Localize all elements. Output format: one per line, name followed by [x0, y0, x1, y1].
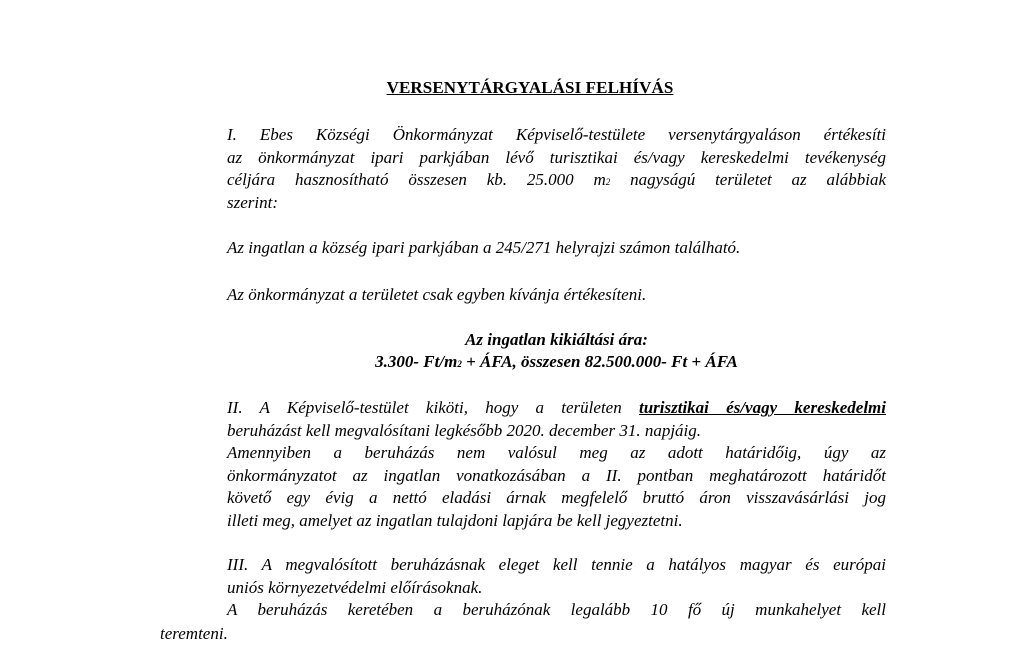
section-1-line-2: az önkormányzat ipari parkjában lévő turisztikai és/vagy kereskedelmi tevékenység	[227, 147, 886, 167]
section-3-line-1: III. A megvalósított beruházásnak eleget kell tennie a hatályos magyar és európai	[227, 555, 886, 574]
section-1-intro	[227, 124, 886, 214]
section-2-line-1-emphasis: turisztikai és/vagy kereskedelmi	[638, 398, 886, 417]
section-1-line-1: I. Ebes Községi Önkormányzat Képviselő-testülete versenytárgyaláson értékesíti	[227, 125, 886, 144]
price-value-a: 3.300- Ft/m	[375, 352, 458, 371]
section-2	[227, 397, 886, 532]
section-1-parcel-paragraph	[227, 237, 886, 260]
price-value	[227, 351, 886, 373]
section-2-line-6: illeti meg, amelyet az ingatlan tulajdoni lapjára be kell jegyeztetni.	[227, 510, 683, 530]
price-heading: Az ingatlan kikiáltási ára:	[465, 330, 648, 349]
parcel-location-text: Az ingatlan a község ipari parkjában a 245/271 helyrajzi számon található.	[227, 238, 741, 257]
section-2-line-2: beruházást kell megvalósítani legkésőbb 2020. december 31. napjáig.	[227, 420, 702, 440]
section-2-line-1-a: II. A Képviselő-testület kiköti, hogy a területen	[227, 398, 639, 417]
price-value-b: + ÁFA, összesen 82.500.000- Ft + ÁFA	[461, 352, 738, 371]
price-square-meter-superscript: 2	[457, 359, 462, 369]
section-2-line-4: önkormányzatot az ingatlan vonatkozásában a II. pontban meghatározott határidőt	[227, 465, 886, 485]
section-1-sale-paragraph	[227, 284, 886, 307]
section-3	[227, 554, 886, 622]
section-1-line-3-b: nagyságú területet az alábbiak	[610, 170, 886, 189]
document-title: VERSENYTÁRGYALÁSI FELHÍVÁS	[386, 78, 674, 97]
section-3-line-3: A beruházás keretében a beruházónak legalább 10 fő új munkahelyet kell	[227, 600, 886, 619]
section-1-line-3	[227, 169, 886, 192]
section-3-line-2: uniós környezetvédelmi előírásoknak.	[227, 577, 483, 597]
section-3-line-4: teremteni.	[160, 624, 228, 643]
square-meter-superscript: 2	[605, 177, 611, 187]
section-2-line-1	[227, 397, 886, 420]
section-1-line-3-a: céljára hasznosítható összesen kb. 25.000 m	[227, 170, 606, 189]
section-1-line-4: szerint:	[227, 192, 278, 212]
sale-condition-text: Az önkormányzat a területet csak egyben kívánja értékesíteni.	[227, 285, 647, 304]
section-2-line-3: Amennyiben a beruházás nem valósul meg az adott határidőig, úgy az	[227, 443, 886, 462]
price-block	[227, 329, 886, 373]
section-2-line-5: követő egy évig a nettó eladási árnak megfelelő bruttó áron visszavásárlási jog	[227, 488, 886, 507]
